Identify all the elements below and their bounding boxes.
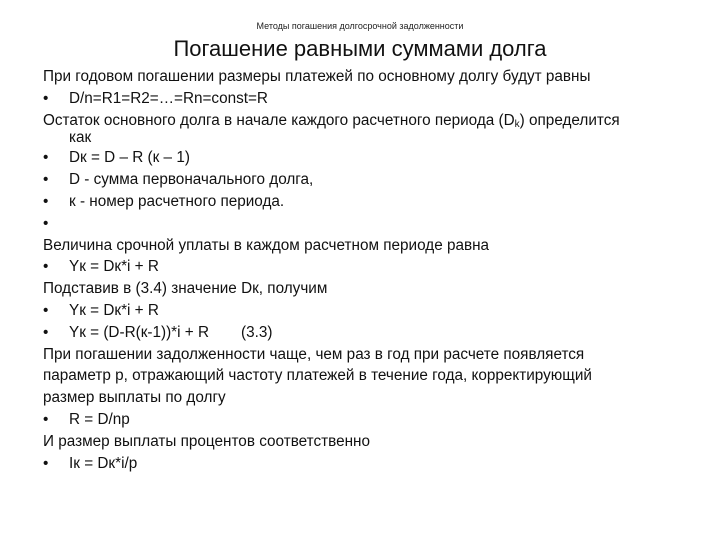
bullet-text: R = D/np: [69, 410, 130, 428]
bullet-text: Yк = (D-R(к-1))*i + R: [69, 323, 210, 341]
bullet-item-empty: [43, 213, 703, 235]
paragraph-text: ) определится: [519, 111, 620, 129]
paragraph-line: размер выплаты по долгу: [43, 389, 226, 407]
paragraph-line: [43, 131, 703, 147]
bullet-item: [43, 88, 703, 110]
bullet-item: [43, 300, 703, 322]
bullet-icon: •: [43, 301, 49, 319]
subscript-k: k: [514, 118, 520, 130]
bullet-text: D - сумма первоначального долга,: [69, 171, 314, 189]
paragraph-text: как: [69, 129, 92, 147]
bullet-icon: •: [43, 214, 49, 232]
bullet-icon: •: [43, 89, 49, 107]
slide-body: [43, 66, 703, 474]
bullet-item: [43, 409, 703, 431]
slide-header: Методы погашения долгосрочной задолженности: [256, 21, 464, 31]
paragraph-line: При погашении задолженности чаще, чем раз в год при расчете появляется: [43, 345, 585, 363]
bullet-icon: •: [43, 171, 49, 189]
paragraph-line: параметр p, отражающий частоту платежей в течение года, корректирующий: [43, 367, 592, 385]
equation-number: (3.3): [241, 323, 273, 341]
bullet-item: [43, 322, 703, 344]
bullet-item: [43, 453, 703, 475]
bullet-text: Dк = D – R (к – 1): [69, 149, 190, 167]
bullet-text: D/n=R1=R2=…=Rn=const=R: [69, 89, 268, 107]
bullet-icon: •: [43, 192, 49, 210]
bullet-text: Yк = Dк*i + R: [69, 258, 159, 276]
bullet-icon: •: [43, 149, 49, 167]
bullet-item: [43, 256, 703, 278]
bullet-icon: •: [43, 410, 49, 428]
paragraph-line: И размер выплаты процентов соответственно: [43, 432, 371, 450]
paragraph-line: [43, 110, 703, 132]
bullet-text: к - номер расчетного периода.: [69, 192, 285, 210]
bullet-text: Yк = Dк*i + R: [69, 301, 159, 319]
paragraph-line: Величина срочной уплаты в каждом расчетном периоде равна: [43, 236, 490, 254]
bullet-item: [43, 169, 703, 191]
bullet-icon: •: [43, 323, 49, 341]
paragraph-line: Подставив в (3.4) значение Dк, получим: [43, 280, 328, 298]
bullet-icon: •: [43, 258, 49, 276]
slide-title: Погашение равными суммами долга: [173, 36, 547, 61]
bullet-text: Iк = Dк*i/p: [69, 454, 138, 472]
bullet-item: [43, 147, 703, 169]
bullet-item: [43, 191, 703, 213]
bullet-icon: •: [43, 454, 49, 472]
paragraph-line: При годовом погашении размеры платежей по основному долгу будут равны: [43, 68, 591, 85]
paragraph-text: Остаток основного долга в начале каждого расчетного периода (D: [43, 111, 515, 129]
